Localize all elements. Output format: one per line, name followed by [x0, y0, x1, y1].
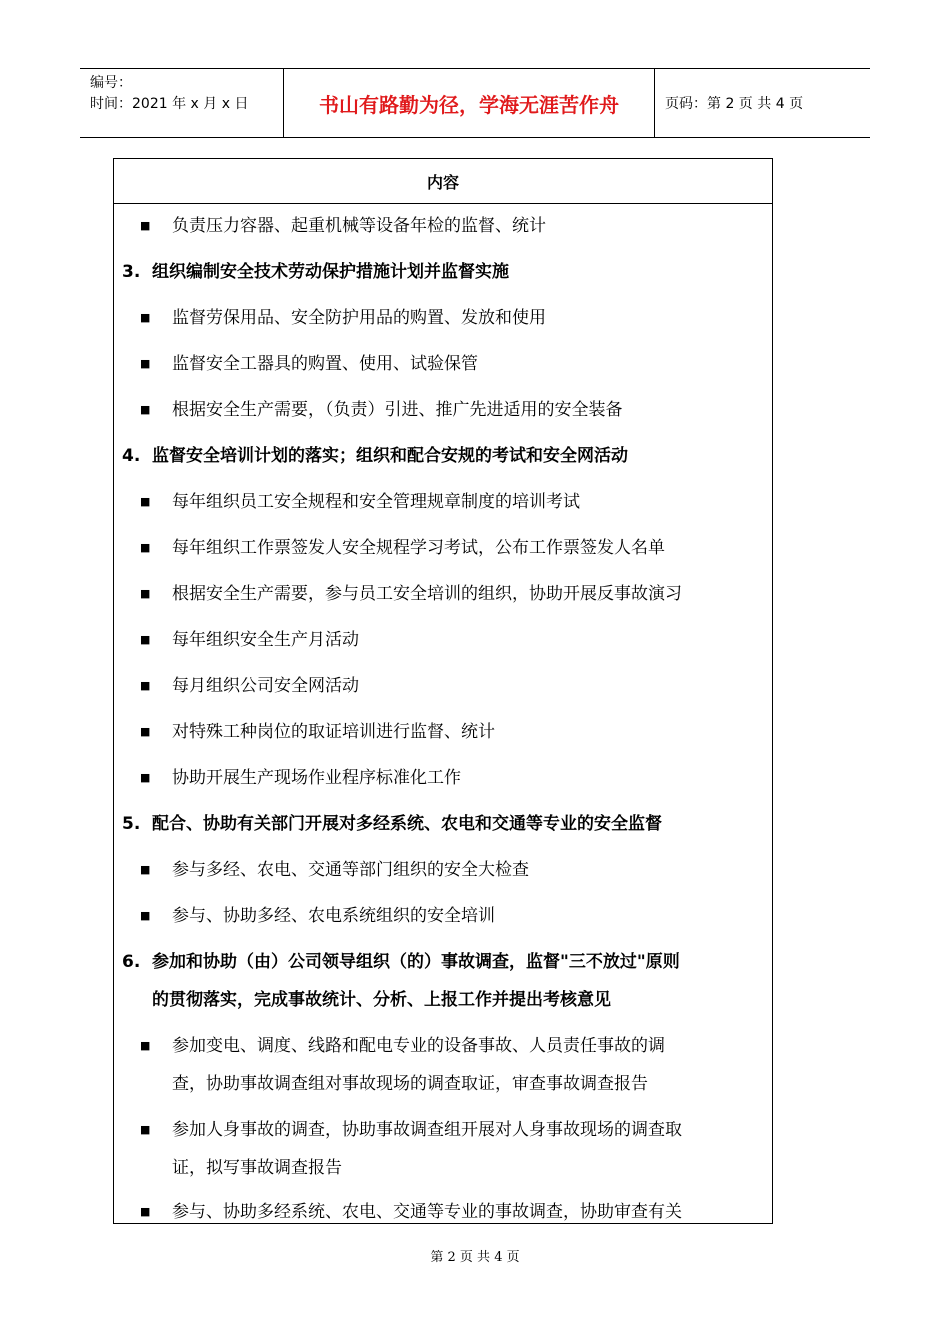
- list-item-continued: [114, 1149, 772, 1187]
- list-item-text: 每年组织安全生产月活动: [172, 630, 359, 650]
- bullet-icon: ■: [140, 587, 151, 600]
- list-item-text: 参与多经、农电、交通等部门组织的安全大检查: [172, 860, 529, 880]
- list-item: [114, 1193, 772, 1224]
- section-title: 参加和协助（由）公司领导组织（的）事故调查，监督"三不放过"原则: [152, 952, 680, 972]
- list-item-text: 参加变电、调度、线路和配电专业的设备事故、人员责任事故的调: [172, 1036, 665, 1056]
- list-item-text: 每月组织公司安全网活动: [172, 676, 359, 696]
- section-heading: [114, 437, 772, 475]
- list-item: [114, 299, 772, 337]
- list-item: [114, 1111, 772, 1149]
- list-item-text: 负责压力容器、起重机械等设备年检的监督、统计: [172, 216, 546, 236]
- bullet-icon: ■: [140, 909, 151, 922]
- bullet-icon: ■: [140, 403, 151, 416]
- bullet-icon: ■: [140, 725, 151, 738]
- list-item-text: 参与、协助多经系统、农电、交通等专业的事故调查，协助审查有关: [172, 1202, 682, 1222]
- list-item-text: 每年组织员工安全规程和安全管理规章制度的培训考试: [172, 492, 580, 512]
- section-title: 组织编制安全技术劳动保护措施计划并监督实施: [152, 262, 509, 282]
- list-item-continued: [114, 1065, 772, 1103]
- list-item-text: 对特殊工种岗位的取证培训进行监督、统计: [172, 722, 495, 742]
- list-item-text: 参与、协助多经、农电系统组织的安全培训: [172, 906, 495, 926]
- section-title: 的贯彻落实，完成事故统计、分析、上报工作并提出考核意见: [152, 990, 611, 1010]
- list-item-text: 监督劳保用品、安全防护用品的购置、发放和使用: [172, 308, 546, 328]
- list-item-text: 协助开展生产现场作业程序标准化工作: [172, 768, 461, 788]
- header-divider: [654, 69, 655, 137]
- bullet-icon: ■: [140, 679, 151, 692]
- list-item-text: 监督安全工器具的购置、使用、试验保管: [172, 354, 478, 374]
- bullet-icon: ■: [140, 357, 151, 370]
- list-item: [114, 851, 772, 889]
- list-item-text: 证，拟写事故调查报告: [172, 1158, 342, 1178]
- bullet-icon: ■: [140, 633, 151, 646]
- list-item-text: 查，协助事故调查组对事故现场的调查取证，审查事故调查报告: [172, 1074, 648, 1094]
- bullet-icon: ■: [140, 219, 151, 232]
- content-table: [113, 158, 773, 1224]
- bullet-icon: ■: [140, 1205, 151, 1218]
- header-motto: 书山有路勤为径，学海无涯苦作舟: [319, 92, 619, 117]
- section-heading: [114, 943, 772, 981]
- section-heading-continued: [114, 981, 772, 1019]
- page-footer: 第 2 页 共 4 页: [430, 1250, 520, 1265]
- list-item: [114, 897, 772, 935]
- bullet-icon: ■: [140, 1039, 151, 1052]
- bullet-icon: ■: [140, 771, 151, 784]
- bullet-icon: ■: [140, 1123, 151, 1136]
- list-item: [114, 621, 772, 659]
- section-title: 监督安全培训计划的落实；组织和配合安规的考试和安全网活动: [152, 446, 628, 466]
- bullet-icon: ■: [140, 863, 151, 876]
- bullet-icon: ■: [140, 541, 151, 554]
- serial-label: 编号：: [90, 75, 132, 91]
- list-item: [114, 1027, 772, 1065]
- list-item: [114, 713, 772, 751]
- list-item-text: 每年组织工作票签发人安全规程学习考试，公布工作票签发人名单: [172, 538, 665, 558]
- section-number: 3.: [122, 262, 141, 282]
- table-header: 内容: [114, 159, 772, 204]
- section-heading: [114, 805, 772, 843]
- bullet-icon: ■: [140, 495, 151, 508]
- list-item: [114, 575, 772, 613]
- list-item: [114, 345, 772, 383]
- document-header: [80, 68, 870, 138]
- section-number: 4.: [122, 446, 141, 466]
- section-number: 5.: [122, 814, 141, 834]
- page-code: 页码：第 2 页 共 4 页: [665, 96, 804, 112]
- list-item-text: 根据安全生产需要，（负责）引进、推广先进适用的安全装备: [172, 400, 623, 420]
- list-item-text: 参加人身事故的调查，协助事故调查组开展对人身事故现场的调查取: [172, 1120, 682, 1140]
- section-heading: [114, 253, 772, 291]
- list-item: [114, 207, 772, 245]
- bullet-icon: ■: [140, 311, 151, 324]
- section-number: 6.: [122, 952, 141, 972]
- list-item-text: 根据安全生产需要，参与员工安全培训的组织，协助开展反事故演习: [172, 584, 682, 604]
- list-item: [114, 529, 772, 567]
- section-title: 配合、协助有关部门开展对多经系统、农电和交通等专业的安全监督: [152, 814, 662, 834]
- header-meta: [90, 73, 248, 115]
- list-item: [114, 667, 772, 705]
- time-label: 时间：2021 年 x 月 x 日: [90, 96, 249, 112]
- list-item: [114, 391, 772, 429]
- list-item: [114, 483, 772, 521]
- list-item: [114, 759, 772, 797]
